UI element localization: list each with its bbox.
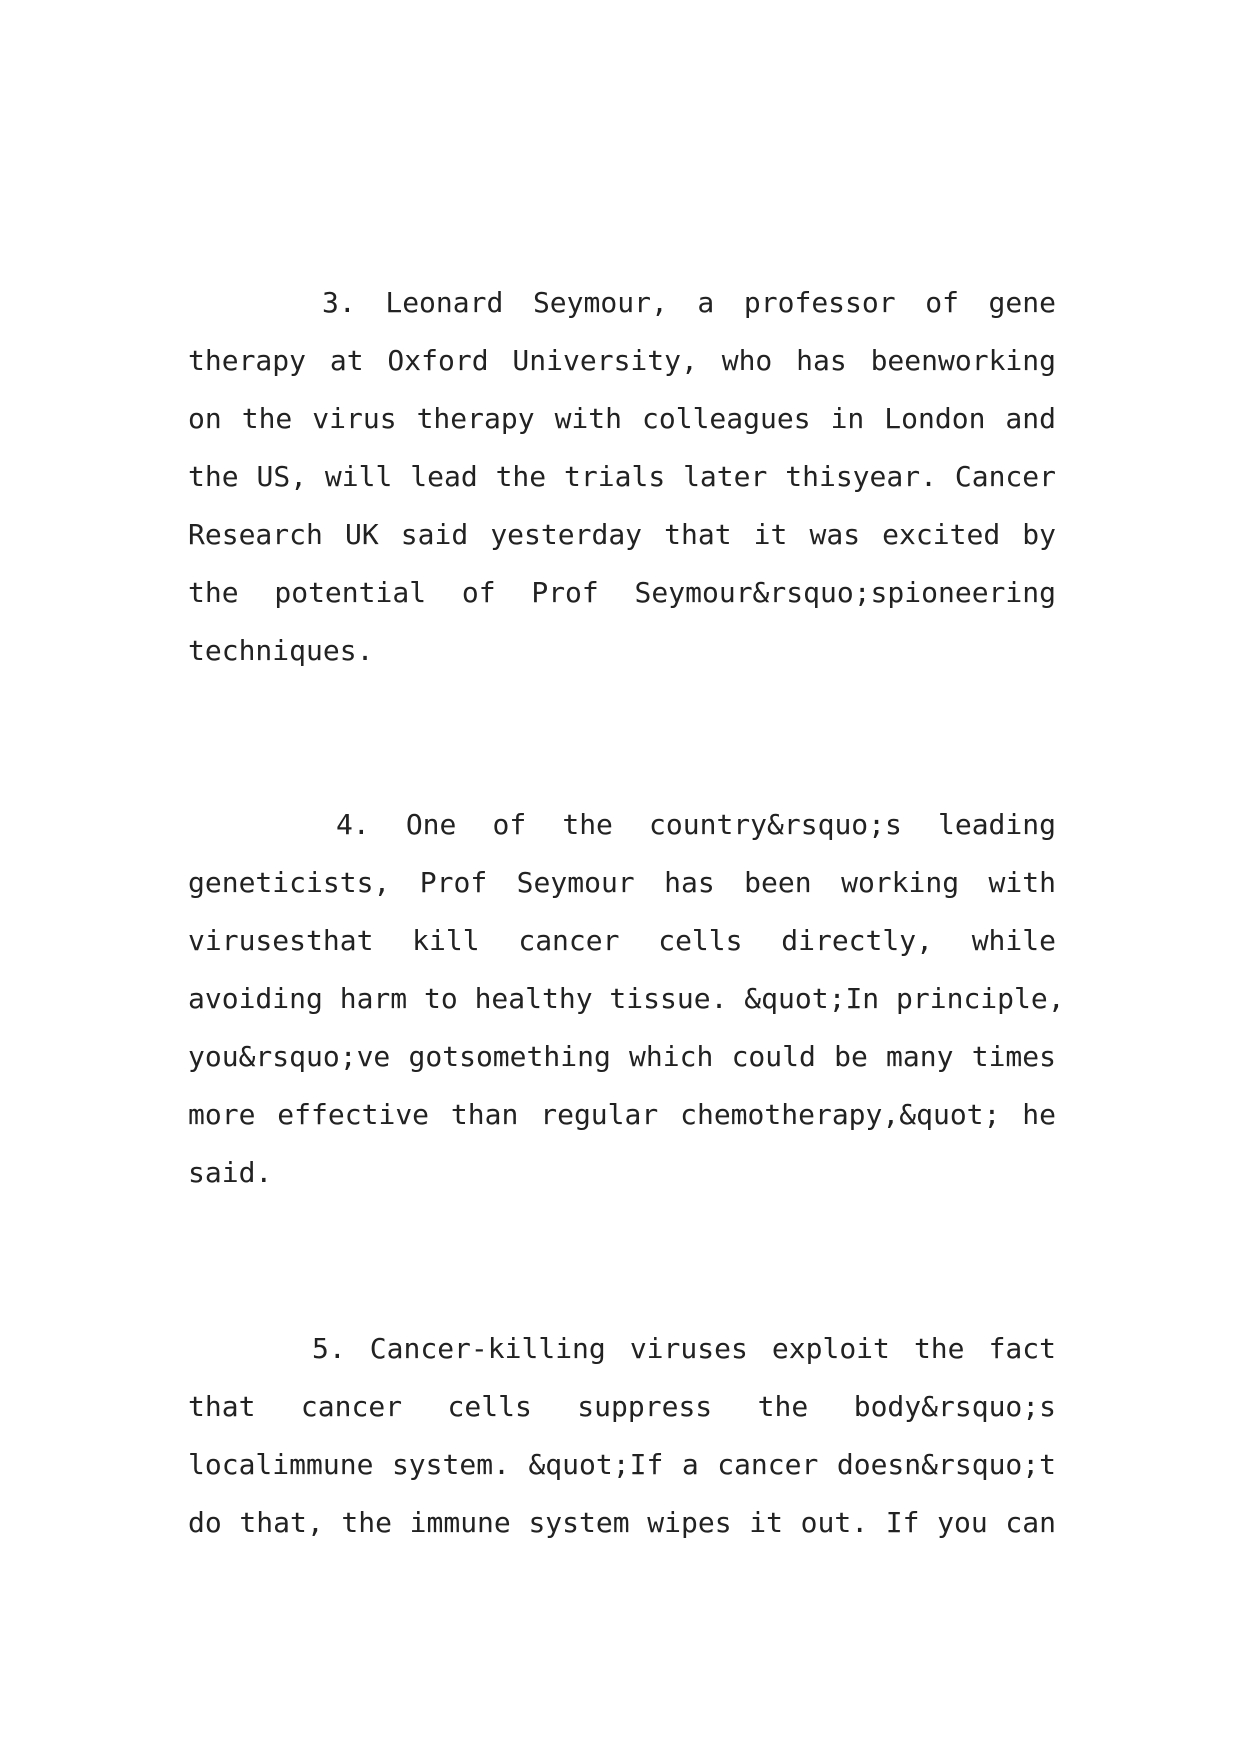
text-line: the US, will lead the trials later thisyear. Cancer (188, 460, 1056, 493)
text-line: the potential of Prof Seymour&rsquo;spioneering (188, 576, 1056, 609)
text-line: on the virus therapy with colleagues in London and (188, 402, 1056, 435)
text-line: 4. One of the country&rsquo;s leading (336, 808, 1056, 841)
text-line: virusesthat kill cancer cells directly, while (188, 924, 1056, 957)
text-line: more effective than regular chemotherapy,&quot; he (188, 1098, 1056, 1131)
text-line: do that, the immune system wipes it out. If you can (188, 1506, 1056, 1539)
paragraph-3 (188, 274, 1056, 680)
text-line: that cancer cells suppress the body&rsquo;s (188, 1390, 1056, 1423)
paragraph-4 (188, 796, 1065, 1202)
text-line: therapy at Oxford University, who has beenworking (188, 344, 1056, 377)
text-line: 5. Cancer-killing viruses exploit the fact (312, 1332, 1056, 1365)
text-line: geneticists, Prof Seymour has been working with (188, 866, 1056, 899)
paragraph-5 (188, 1320, 1056, 1552)
text-line: localimmune system. &quot;If a cancer doesn&rsquo;t (188, 1448, 1056, 1481)
text-line: you&rsquo;ve gotsomething which could be many times (188, 1040, 1056, 1073)
text-line: techniques. (188, 634, 374, 667)
text-line: 3. Leonard Seymour, a professor of gene (322, 286, 1056, 319)
text-line: avoiding harm to healthy tissue. &quot;In principle, (188, 982, 1065, 1015)
text-line: said. (188, 1156, 273, 1189)
text-line: Research UK said yesterday that it was excited by (188, 518, 1056, 551)
